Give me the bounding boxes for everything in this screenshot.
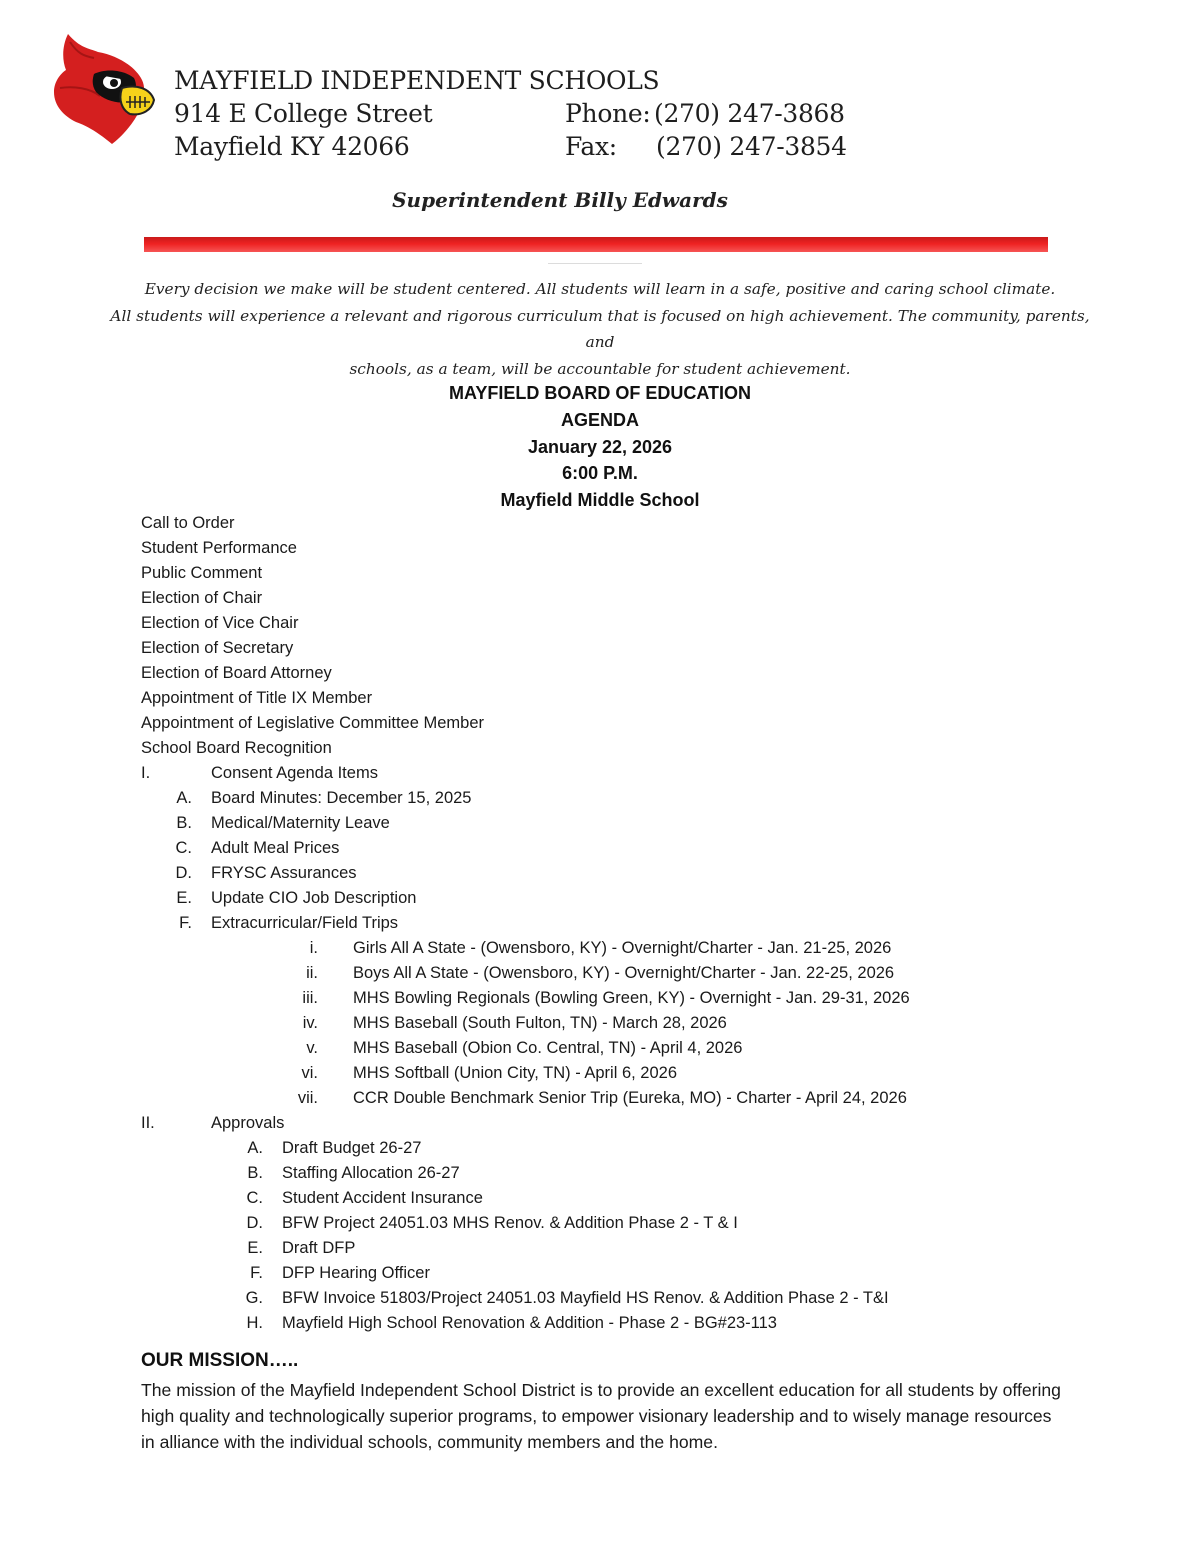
agenda-item [0, 586, 1200, 611]
agenda-item-text: Public Comment [141, 564, 263, 582]
item-text: Girls All A State - (Owensboro, KY) - Overnight/Charter - Jan. 21-25, 2026 [353, 939, 892, 957]
item-marker: A. [176, 789, 192, 807]
board-title: MAYFIELD BOARD OF EDUCATION [448, 383, 751, 403]
item-marker: D. [175, 864, 192, 882]
approval-item [0, 1261, 1200, 1286]
consent-item [0, 786, 1200, 811]
consent-item [0, 911, 1200, 936]
item-marker: F. [179, 914, 192, 932]
agenda-item [0, 511, 1200, 536]
section-marker: II. [141, 1114, 155, 1132]
item-text: CCR Double Benchmark Senior Trip (Eureka, MO) - Charter - April 24, 2026 [353, 1089, 907, 1107]
phone-label: Phone: [565, 99, 651, 128]
item-text: Medical/Maternity Leave [211, 814, 390, 832]
item-marker: B. [247, 1164, 263, 1182]
item-marker: iii. [302, 989, 318, 1007]
consent-item [0, 811, 1200, 836]
approval-item [0, 1286, 1200, 1311]
approval-item [0, 1211, 1200, 1236]
agenda-item-text: Call to Order [141, 514, 235, 532]
agenda-item-text: School Board Recognition [141, 739, 332, 757]
agenda-item [0, 536, 1200, 561]
agenda-title: AGENDA [560, 409, 639, 430]
agenda-item [0, 561, 1200, 586]
section-title: Approvals [211, 1114, 285, 1132]
section-heading-approvals [0, 1111, 1200, 1136]
item-marker: E. [247, 1239, 263, 1257]
item-marker: vii. [297, 1089, 318, 1107]
agenda-item [0, 611, 1200, 636]
item-marker: i. [309, 939, 318, 957]
agenda-item-text: Election of Vice Chair [141, 614, 299, 632]
item-text: MHS Bowling Regionals (Bowling Green, KY) - Overnight - Jan. 29-31, 2026 [353, 989, 910, 1007]
city-state-zip: Mayfield KY 42066 [174, 132, 410, 161]
item-marker: H. [246, 1314, 263, 1332]
item-text: DFP Hearing Officer [282, 1264, 430, 1282]
meeting-title-block [0, 380, 1200, 514]
agenda-item-text: Election of Board Attorney [141, 664, 332, 682]
agenda-item-text: Student Performance [141, 539, 297, 557]
agenda-item-text: Election of Chair [141, 589, 263, 607]
item-text: Draft DFP [282, 1239, 356, 1257]
mission-text: The mission of the Mayfield Independent School District is to provide an excellent education for all students by offering high quality and technologically superior programs, to empower visionary leadership and to wisely manage resources in alliance with the individual schools, community members and the home. [141, 1380, 1061, 1452]
field-trip-item [0, 986, 1200, 1011]
field-trip-item [0, 961, 1200, 986]
item-marker: C. [246, 1189, 263, 1207]
cardinal-head-icon [50, 30, 158, 148]
item-text: Staffing Allocation 26-27 [282, 1164, 460, 1182]
belief-line: schools, as a team, will be accountable for student achievement. [349, 359, 851, 378]
item-marker: A. [247, 1139, 263, 1157]
superintendent-name: Superintendent Billy Edwards [392, 188, 728, 212]
field-trip-item [0, 1061, 1200, 1086]
approval-item [0, 1186, 1200, 1211]
meeting-time: 6:00 P.M. [562, 463, 638, 484]
divider-hairline [548, 263, 642, 264]
item-text: BFW Project 24051.03 MHS Renov. & Addition Phase 2 - T & I [282, 1214, 738, 1232]
red-divider-bar [144, 237, 1048, 252]
section-heading-consent [0, 761, 1200, 786]
section-marker: I. [141, 764, 151, 782]
item-marker: G. [245, 1289, 263, 1307]
item-marker: vi. [301, 1064, 318, 1082]
approval-item [0, 1236, 1200, 1261]
street-address: 914 E College Street [174, 99, 433, 128]
belief-line: Every decision we make will be student centered. All students will learn in a safe, positive and caring school climate. [144, 280, 1056, 298]
field-trip-item [0, 1036, 1200, 1061]
meeting-date: January 22, 2026 [527, 436, 673, 457]
item-marker: ii. [306, 964, 318, 982]
agenda-item [0, 711, 1200, 736]
item-text: MHS Baseball (South Fulton, TN) - March 28, 2026 [353, 1014, 727, 1032]
item-text: Update CIO Job Description [211, 889, 417, 907]
belief-statement [100, 276, 1100, 382]
org-name: MAYFIELD INDEPENDENT SCHOOLS [174, 66, 660, 95]
item-marker: B. [176, 814, 192, 832]
item-text: Board Minutes: December 15, 2025 [211, 789, 472, 807]
fax-label: Fax: [565, 132, 617, 161]
item-text: Boys All A State - (Owensboro, KY) - Overnight/Charter - Jan. 22-25, 2026 [353, 964, 895, 982]
item-marker: iv. [302, 1014, 318, 1032]
agenda-item-text: Appointment of Legislative Committee Member [141, 714, 484, 732]
meeting-location: Mayfield Middle School [500, 490, 700, 511]
agenda-item [0, 636, 1200, 661]
agenda-item [0, 686, 1200, 711]
approval-item [0, 1161, 1200, 1186]
mission-heading: OUR MISSION….. [141, 1350, 299, 1371]
item-text: Mayfield High School Renovation & Addition - Phase 2 - BG#23-113 [282, 1314, 777, 1332]
item-marker: D. [246, 1214, 263, 1232]
item-text: Extracurricular/Field Trips [211, 914, 399, 932]
item-text: FRYSC Assurances [211, 864, 357, 882]
item-text: Adult Meal Prices [211, 839, 340, 857]
fax-number: (270) 247-3854 [656, 132, 847, 161]
approval-item [0, 1136, 1200, 1161]
item-text: MHS Baseball (Obion Co. Central, TN) - April 4, 2026 [353, 1039, 743, 1057]
agenda-item-text: Election of Secretary [141, 639, 294, 657]
item-marker: v. [306, 1039, 318, 1057]
item-text: BFW Invoice 51803/Project 24051.03 Mayfield HS Renov. & Addition Phase 2 - T&I [282, 1289, 889, 1307]
section-title: Consent Agenda Items [211, 764, 378, 782]
approval-item [0, 1311, 1200, 1336]
item-text: Student Accident Insurance [282, 1189, 483, 1207]
agenda-item-text: Appointment of Title IX Member [141, 689, 373, 707]
item-text: MHS Softball (Union City, TN) - April 6, 2026 [353, 1064, 678, 1082]
agenda-list [0, 511, 1200, 1336]
agenda-item [0, 661, 1200, 686]
consent-item [0, 836, 1200, 861]
field-trip-item [0, 1086, 1200, 1111]
belief-line: All students will experience a relevant and rigorous curriculum that is focused on high achievement. The community, parents, and [110, 306, 1090, 351]
item-marker: F. [250, 1264, 263, 1282]
field-trip-item [0, 1011, 1200, 1036]
item-marker: E. [176, 889, 192, 907]
field-trip-item [0, 936, 1200, 961]
phone-number: (270) 247-3868 [654, 99, 845, 128]
item-text: Draft Budget 26-27 [282, 1139, 422, 1157]
consent-item [0, 886, 1200, 911]
item-marker: C. [175, 839, 192, 857]
consent-item [0, 861, 1200, 886]
agenda-item [0, 736, 1200, 761]
